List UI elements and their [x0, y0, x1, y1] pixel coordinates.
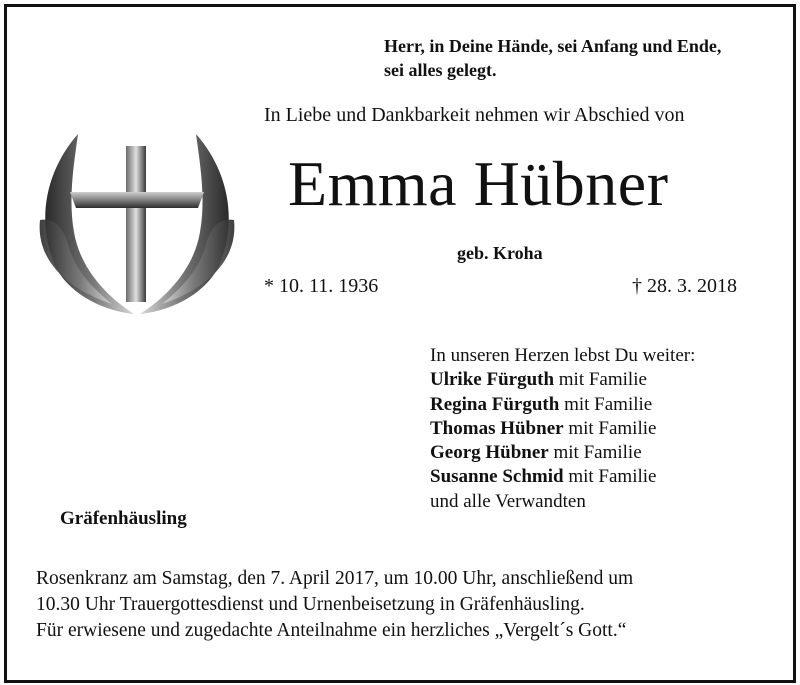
death-date: † 28. 3. 2018 [632, 275, 737, 297]
mourner-suffix: mit Familie [553, 442, 642, 464]
mourner-suffix: mit Familie [568, 466, 657, 488]
notice-line: Für erwiesene und zugedachte Anteilnahme ein herzliches „Vergelt´s Gott.“ [36, 620, 627, 641]
mourner-name: Thomas Hübner [430, 417, 564, 439]
mourner-name: Regina Fürguth [430, 393, 560, 415]
motto [384, 34, 721, 82]
motto-line: Herr, in Deine Hände, sei Anfang und Ende, [384, 36, 722, 56]
mourners-list [430, 344, 695, 514]
notice-line: 10.30 Uhr Trauergottesdienst und Urnenbeisetzung in Gräfenhäusling. [36, 594, 585, 615]
service-notice [36, 566, 633, 644]
mourner-name: Ulrike Fürguth [430, 369, 555, 391]
motto-line: sei alles gelegt. [384, 60, 497, 80]
birth-date: * 10. 11. 1936 [264, 275, 379, 297]
notice-line: Rosenkranz am Samstag, den 7. April 2017, um 10.00 Uhr, anschließend um [36, 568, 634, 589]
list-item [430, 368, 695, 392]
list-item [430, 417, 695, 441]
mourner-name: Georg Hübner [430, 442, 549, 464]
mourners-intro: In unseren Herzen lebst Du weiter: [430, 345, 696, 366]
list-item [430, 465, 695, 489]
maiden-name: geb. Kroha [457, 243, 543, 263]
mourner-suffix: mit Familie [568, 417, 657, 439]
mourners-closing: und alle Verwandten [430, 490, 586, 512]
deceased-name: Emma Hübner [288, 148, 669, 219]
mourner-suffix: mit Familie [564, 393, 653, 415]
list-item [430, 441, 695, 465]
farewell-intro: In Liebe und Dankbarkeit nehmen wir Abschied von [264, 104, 685, 126]
mourner-name: Susanne Schmid [430, 466, 564, 488]
cross-flame-icon [34, 128, 240, 314]
town-name: Gräfenhäusling [60, 508, 187, 529]
list-item [430, 393, 695, 417]
mourner-suffix: mit Familie [558, 369, 647, 391]
